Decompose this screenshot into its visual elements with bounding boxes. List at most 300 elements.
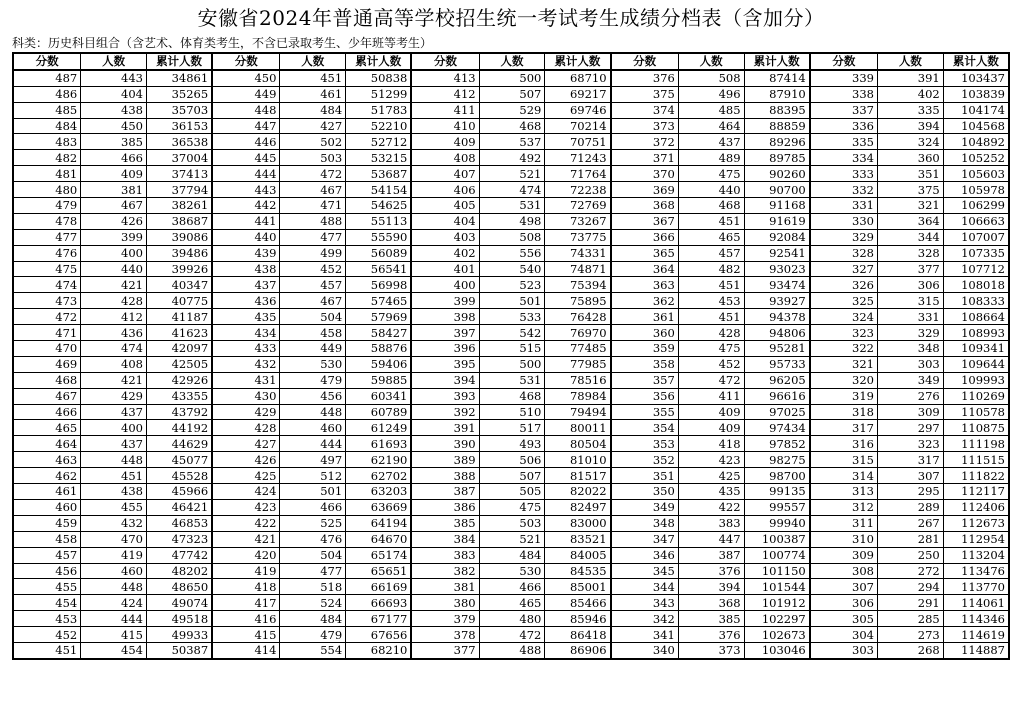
- score-cell: 349: [611, 499, 679, 515]
- score-cell: 397: [411, 325, 479, 341]
- cumulative-cell: 36538: [146, 134, 212, 150]
- count-cell: 440: [678, 182, 744, 198]
- table-row: [13, 388, 1009, 404]
- cumulative-cell: 106299: [943, 198, 1009, 214]
- table-row: [13, 420, 1009, 436]
- table-row: [13, 499, 1009, 515]
- cumulative-cell: 65651: [346, 563, 412, 579]
- count-cell: 331: [877, 309, 943, 325]
- score-cell: 400: [411, 277, 479, 293]
- score-cell: 389: [411, 452, 479, 468]
- count-cell: 488: [280, 213, 346, 229]
- score-cell: 328: [810, 245, 878, 261]
- score-cell: 370: [611, 166, 679, 182]
- score-cell: 317: [810, 420, 878, 436]
- score-cell: 342: [611, 611, 679, 627]
- table-header-row: [13, 53, 1009, 70]
- cumulative-cell: 103437: [943, 70, 1009, 86]
- count-cell: 504: [280, 547, 346, 563]
- count-cell: 468: [678, 198, 744, 214]
- count-cell: 537: [479, 134, 545, 150]
- cumulative-cell: 47323: [146, 531, 212, 547]
- score-cell: 394: [411, 372, 479, 388]
- score-cell: 341: [611, 627, 679, 643]
- count-cell: 477: [280, 229, 346, 245]
- score-cell: 427: [212, 436, 280, 452]
- table-row: [13, 213, 1009, 229]
- cumulative-cell: 112673: [943, 515, 1009, 531]
- score-cell: 308: [810, 563, 878, 579]
- count-cell: 508: [479, 229, 545, 245]
- count-cell: 454: [81, 642, 147, 658]
- score-cell: 305: [810, 611, 878, 627]
- count-cell: 422: [678, 499, 744, 515]
- count-cell: 289: [877, 499, 943, 515]
- score-cell: 438: [212, 261, 280, 277]
- score-cell: 417: [212, 595, 280, 611]
- cumulative-cell: 71764: [545, 166, 611, 182]
- cumulative-cell: 101912: [744, 595, 810, 611]
- count-cell: 479: [280, 372, 346, 388]
- score-cell: 303: [810, 642, 878, 658]
- cumulative-cell: 89296: [744, 134, 810, 150]
- cumulative-cell: 86418: [545, 627, 611, 643]
- score-cell: 446: [212, 134, 280, 150]
- cumulative-cell: 93023: [744, 261, 810, 277]
- count-cell: 317: [877, 452, 943, 468]
- header-score: 分数: [810, 53, 878, 70]
- score-cell: 464: [13, 436, 81, 452]
- cumulative-cell: 50838: [346, 70, 412, 86]
- count-cell: 291: [877, 595, 943, 611]
- cumulative-cell: 46421: [146, 499, 212, 515]
- cumulative-cell: 110875: [943, 420, 1009, 436]
- score-cell: 369: [611, 182, 679, 198]
- cumulative-cell: 99940: [744, 515, 810, 531]
- count-cell: 448: [280, 404, 346, 420]
- header-score: 分数: [212, 53, 280, 70]
- cumulative-cell: 93474: [744, 277, 810, 293]
- cumulative-cell: 58876: [346, 341, 412, 357]
- score-cell: 339: [810, 70, 878, 86]
- count-cell: 465: [479, 595, 545, 611]
- score-cell: 473: [13, 293, 81, 309]
- score-cell: 380: [411, 595, 479, 611]
- count-cell: 475: [678, 166, 744, 182]
- count-cell: 440: [81, 261, 147, 277]
- cumulative-cell: 103046: [744, 642, 810, 658]
- cumulative-cell: 51783: [346, 102, 412, 118]
- count-cell: 496: [678, 86, 744, 102]
- score-cell: 392: [411, 404, 479, 420]
- cumulative-cell: 109341: [943, 341, 1009, 357]
- count-cell: 531: [479, 198, 545, 214]
- cumulative-cell: 62190: [346, 452, 412, 468]
- cumulative-cell: 95733: [744, 356, 810, 372]
- score-cell: 452: [13, 627, 81, 643]
- count-cell: 306: [877, 277, 943, 293]
- cumulative-cell: 109993: [943, 372, 1009, 388]
- cumulative-cell: 92541: [744, 245, 810, 261]
- score-cell: 411: [411, 102, 479, 118]
- cumulative-cell: 100387: [744, 531, 810, 547]
- table-row: [13, 595, 1009, 611]
- score-cell: 448: [212, 102, 280, 118]
- cumulative-cell: 97434: [744, 420, 810, 436]
- cumulative-cell: 85946: [545, 611, 611, 627]
- score-cell: 354: [611, 420, 679, 436]
- cumulative-cell: 81517: [545, 468, 611, 484]
- count-cell: 460: [280, 420, 346, 436]
- score-cell: 409: [411, 134, 479, 150]
- count-cell: 482: [678, 261, 744, 277]
- count-cell: 432: [81, 515, 147, 531]
- count-cell: 267: [877, 515, 943, 531]
- cumulative-cell: 41187: [146, 309, 212, 325]
- count-cell: 375: [877, 182, 943, 198]
- count-cell: 408: [81, 356, 147, 372]
- cumulative-cell: 98275: [744, 452, 810, 468]
- score-cell: 322: [810, 341, 878, 357]
- count-cell: 540: [479, 261, 545, 277]
- cumulative-cell: 113770: [943, 579, 1009, 595]
- score-cell: 340: [611, 642, 679, 658]
- count-cell: 324: [877, 134, 943, 150]
- cumulative-cell: 58427: [346, 325, 412, 341]
- cumulative-cell: 92084: [744, 229, 810, 245]
- score-cell: 383: [411, 547, 479, 563]
- table-row: [13, 118, 1009, 134]
- cumulative-cell: 96616: [744, 388, 810, 404]
- cumulative-cell: 46853: [146, 515, 212, 531]
- count-cell: 421: [81, 277, 147, 293]
- cumulative-cell: 99557: [744, 499, 810, 515]
- header-count: 人数: [479, 53, 545, 70]
- score-cell: 359: [611, 341, 679, 357]
- score-cell: 472: [13, 309, 81, 325]
- score-cell: 361: [611, 309, 679, 325]
- cumulative-cell: 80504: [545, 436, 611, 452]
- cumulative-cell: 49074: [146, 595, 212, 611]
- cumulative-cell: 34861: [146, 70, 212, 86]
- count-cell: 307: [877, 468, 943, 484]
- count-cell: 385: [81, 134, 147, 150]
- score-cell: 483: [13, 134, 81, 150]
- score-cell: 327: [810, 261, 878, 277]
- cumulative-cell: 57465: [346, 293, 412, 309]
- table-row: [13, 579, 1009, 595]
- score-cell: 416: [212, 611, 280, 627]
- cumulative-cell: 67656: [346, 627, 412, 643]
- score-cell: 346: [611, 547, 679, 563]
- cumulative-cell: 67177: [346, 611, 412, 627]
- count-cell: 472: [479, 627, 545, 643]
- cumulative-cell: 74871: [545, 261, 611, 277]
- cumulative-cell: 66693: [346, 595, 412, 611]
- score-cell: 335: [810, 134, 878, 150]
- header-cumulative: 累计人数: [744, 53, 810, 70]
- score-cell: 455: [13, 579, 81, 595]
- cumulative-cell: 69217: [545, 86, 611, 102]
- cumulative-cell: 50387: [146, 642, 212, 658]
- score-cell: 375: [611, 86, 679, 102]
- cumulative-cell: 96205: [744, 372, 810, 388]
- cumulative-cell: 43792: [146, 404, 212, 420]
- table-row: [13, 404, 1009, 420]
- cumulative-cell: 47742: [146, 547, 212, 563]
- cumulative-cell: 49518: [146, 611, 212, 627]
- table-row: [13, 468, 1009, 484]
- count-cell: 349: [877, 372, 943, 388]
- cumulative-cell: 39486: [146, 245, 212, 261]
- count-cell: 448: [81, 579, 147, 595]
- score-cell: 447: [212, 118, 280, 134]
- table-row: [13, 309, 1009, 325]
- count-cell: 512: [280, 468, 346, 484]
- count-cell: 437: [81, 436, 147, 452]
- count-cell: 399: [81, 229, 147, 245]
- cumulative-cell: 91168: [744, 198, 810, 214]
- cumulative-cell: 97852: [744, 436, 810, 452]
- score-cell: 410: [411, 118, 479, 134]
- score-cell: 460: [13, 499, 81, 515]
- cumulative-cell: 37413: [146, 166, 212, 182]
- cumulative-cell: 103839: [943, 86, 1009, 102]
- cumulative-cell: 64670: [346, 531, 412, 547]
- cumulative-cell: 110578: [943, 404, 1009, 420]
- cumulative-cell: 42097: [146, 341, 212, 357]
- cumulative-cell: 55590: [346, 229, 412, 245]
- cumulative-cell: 90260: [744, 166, 810, 182]
- cumulative-cell: 60341: [346, 388, 412, 404]
- score-cell: 384: [411, 531, 479, 547]
- cumulative-cell: 112117: [943, 484, 1009, 500]
- table-row: [13, 229, 1009, 245]
- count-cell: 451: [280, 70, 346, 86]
- count-cell: 500: [479, 70, 545, 86]
- count-cell: 447: [678, 531, 744, 547]
- score-cell: 310: [810, 531, 878, 547]
- count-cell: 452: [280, 261, 346, 277]
- score-cell: 439: [212, 245, 280, 261]
- cumulative-cell: 109644: [943, 356, 1009, 372]
- score-cell: 445: [212, 150, 280, 166]
- score-cell: 482: [13, 150, 81, 166]
- score-cell: 422: [212, 515, 280, 531]
- count-cell: 488: [479, 642, 545, 658]
- count-cell: 507: [479, 468, 545, 484]
- score-cell: 372: [611, 134, 679, 150]
- score-cell: 399: [411, 293, 479, 309]
- cumulative-cell: 63669: [346, 499, 412, 515]
- cumulative-cell: 95281: [744, 341, 810, 357]
- header-cumulative: 累计人数: [146, 53, 212, 70]
- count-cell: 329: [877, 325, 943, 341]
- count-cell: 485: [678, 102, 744, 118]
- count-cell: 328: [877, 245, 943, 261]
- score-cell: 398: [411, 309, 479, 325]
- count-cell: 533: [479, 309, 545, 325]
- document-title: 安徽省2024年普通高等学校招生统一考试考生成绩分档表（含加分）: [197, 6, 825, 30]
- count-cell: 455: [81, 499, 147, 515]
- header-count: 人数: [678, 53, 744, 70]
- score-cell: 484: [13, 118, 81, 134]
- count-cell: 344: [877, 229, 943, 245]
- score-cell: 315: [810, 452, 878, 468]
- cumulative-cell: 36153: [146, 118, 212, 134]
- count-cell: 474: [479, 182, 545, 198]
- count-cell: 510: [479, 404, 545, 420]
- count-cell: 294: [877, 579, 943, 595]
- count-cell: 364: [877, 213, 943, 229]
- score-cell: 424: [212, 484, 280, 500]
- cumulative-cell: 99135: [744, 484, 810, 500]
- score-cell: 307: [810, 579, 878, 595]
- cumulative-cell: 81010: [545, 452, 611, 468]
- count-cell: 348: [877, 341, 943, 357]
- count-cell: 506: [479, 452, 545, 468]
- score-cell: 366: [611, 229, 679, 245]
- count-cell: 517: [479, 420, 545, 436]
- count-cell: 250: [877, 547, 943, 563]
- count-cell: 451: [678, 277, 744, 293]
- count-cell: 456: [280, 388, 346, 404]
- cumulative-cell: 41623: [146, 325, 212, 341]
- table-row: [13, 325, 1009, 341]
- cumulative-cell: 84535: [545, 563, 611, 579]
- count-cell: 451: [678, 309, 744, 325]
- count-cell: 394: [877, 118, 943, 134]
- count-cell: 467: [280, 293, 346, 309]
- count-cell: 438: [81, 484, 147, 500]
- count-cell: 400: [81, 245, 147, 261]
- cumulative-cell: 97025: [744, 404, 810, 420]
- cumulative-cell: 48202: [146, 563, 212, 579]
- score-cell: 374: [611, 102, 679, 118]
- cumulative-cell: 44629: [146, 436, 212, 452]
- count-cell: 497: [280, 452, 346, 468]
- cumulative-cell: 69746: [545, 102, 611, 118]
- score-cell: 477: [13, 229, 81, 245]
- count-cell: 515: [479, 341, 545, 357]
- table-row: [13, 277, 1009, 293]
- count-cell: 452: [678, 356, 744, 372]
- cumulative-cell: 98700: [744, 468, 810, 484]
- count-cell: 472: [280, 166, 346, 182]
- score-cell: 441: [212, 213, 280, 229]
- score-cell: 466: [13, 404, 81, 420]
- score-cell: 458: [13, 531, 81, 547]
- count-cell: 387: [678, 547, 744, 563]
- table-row: [13, 452, 1009, 468]
- table-row: [13, 245, 1009, 261]
- table-row: [13, 182, 1009, 198]
- count-cell: 315: [877, 293, 943, 309]
- score-cell: 407: [411, 166, 479, 182]
- count-cell: 464: [678, 118, 744, 134]
- cumulative-cell: 51299: [346, 86, 412, 102]
- cumulative-cell: 107007: [943, 229, 1009, 245]
- count-cell: 475: [479, 499, 545, 515]
- cumulative-cell: 85001: [545, 579, 611, 595]
- cumulative-cell: 64194: [346, 515, 412, 531]
- cumulative-cell: 113476: [943, 563, 1009, 579]
- score-cell: 429: [212, 404, 280, 420]
- count-cell: 438: [81, 102, 147, 118]
- score-cell: 395: [411, 356, 479, 372]
- count-cell: 373: [678, 642, 744, 658]
- score-cell: 324: [810, 309, 878, 325]
- cumulative-cell: 45077: [146, 452, 212, 468]
- cumulative-cell: 106663: [943, 213, 1009, 229]
- cumulative-cell: 40347: [146, 277, 212, 293]
- cumulative-cell: 104892: [943, 134, 1009, 150]
- score-cell: 331: [810, 198, 878, 214]
- cumulative-cell: 82022: [545, 484, 611, 500]
- cumulative-cell: 52210: [346, 118, 412, 134]
- score-cell: 358: [611, 356, 679, 372]
- score-cell: 382: [411, 563, 479, 579]
- count-cell: 385: [678, 611, 744, 627]
- cumulative-cell: 60789: [346, 404, 412, 420]
- score-cell: 450: [212, 70, 280, 86]
- cumulative-cell: 54154: [346, 182, 412, 198]
- score-cell: 329: [810, 229, 878, 245]
- count-cell: 285: [877, 611, 943, 627]
- count-cell: 498: [479, 213, 545, 229]
- count-cell: 474: [81, 341, 147, 357]
- cumulative-cell: 114619: [943, 627, 1009, 643]
- table-row: [13, 484, 1009, 500]
- score-cell: 311: [810, 515, 878, 531]
- cumulative-cell: 87414: [744, 70, 810, 86]
- score-cell: 373: [611, 118, 679, 134]
- score-cell: 376: [611, 70, 679, 86]
- count-cell: 465: [678, 229, 744, 245]
- count-cell: 504: [280, 309, 346, 325]
- cumulative-cell: 71243: [545, 150, 611, 166]
- count-cell: 521: [479, 166, 545, 182]
- count-cell: 457: [678, 245, 744, 261]
- cumulative-cell: 35265: [146, 86, 212, 102]
- cumulative-cell: 83521: [545, 531, 611, 547]
- score-cell: 401: [411, 261, 479, 277]
- cumulative-cell: 57969: [346, 309, 412, 325]
- count-cell: 524: [280, 595, 346, 611]
- score-cell: 468: [13, 372, 81, 388]
- count-cell: 436: [81, 325, 147, 341]
- cumulative-cell: 76970: [545, 325, 611, 341]
- count-cell: 415: [81, 627, 147, 643]
- cumulative-cell: 82497: [545, 499, 611, 515]
- count-cell: 425: [678, 468, 744, 484]
- cumulative-cell: 56089: [346, 245, 412, 261]
- cumulative-cell: 70214: [545, 118, 611, 134]
- score-cell: 304: [810, 627, 878, 643]
- score-cell: 390: [411, 436, 479, 452]
- cumulative-cell: 89785: [744, 150, 810, 166]
- cumulative-cell: 91619: [744, 213, 810, 229]
- count-cell: 409: [678, 404, 744, 420]
- count-cell: 466: [81, 150, 147, 166]
- count-cell: 276: [877, 388, 943, 404]
- cumulative-cell: 42926: [146, 372, 212, 388]
- score-cell: 423: [212, 499, 280, 515]
- score-cell: 463: [13, 452, 81, 468]
- count-cell: 470: [81, 531, 147, 547]
- score-cell: 338: [810, 86, 878, 102]
- cumulative-cell: 73267: [545, 213, 611, 229]
